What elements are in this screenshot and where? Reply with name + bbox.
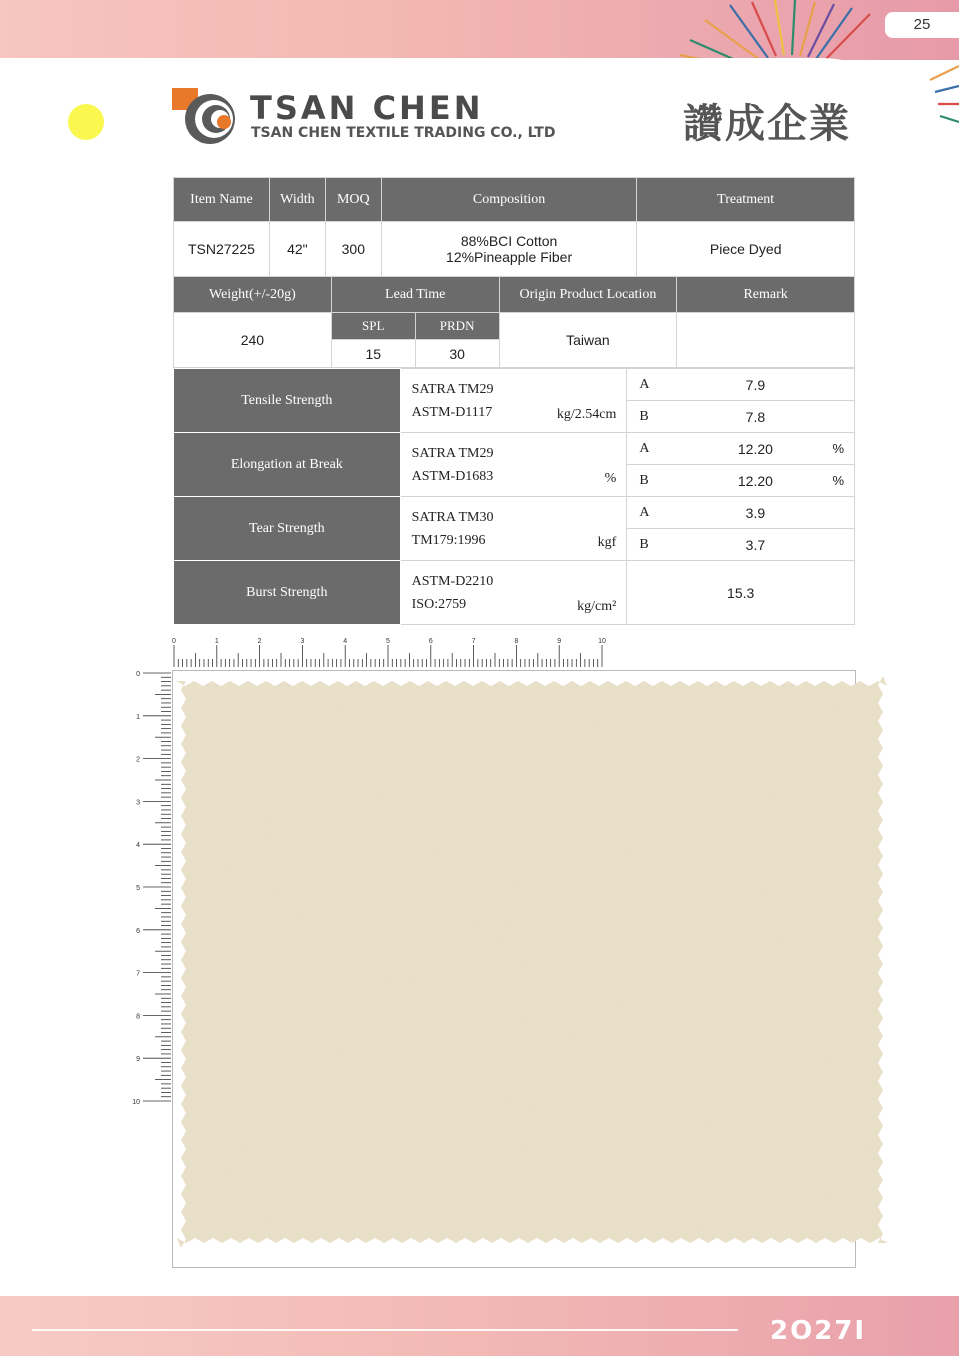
header-treatment: Treatment: [637, 178, 855, 222]
prdn-value: 30: [415, 340, 499, 368]
test-method-burst: [400, 561, 627, 625]
header-item-name: Item Name: [174, 178, 270, 222]
composition-value: [381, 222, 637, 277]
method-line-1: SATRA TM29: [411, 381, 494, 397]
method-line-1: SATRA TM30: [411, 509, 494, 525]
test-unit: %: [604, 471, 617, 486]
method-line-2: ASTM-D1683: [411, 468, 494, 484]
direction-b: B: [627, 529, 657, 561]
header-remark: Remark: [677, 277, 855, 313]
ruler-label: 7: [136, 970, 140, 978]
top-decorative-band: [0, 0, 959, 60]
method-line-2: ASTM-D1117: [411, 404, 493, 420]
ruler-label: 6: [428, 638, 433, 645]
company-subtitle: TSAN CHEN TEXTILE TRADING CO., LTD: [251, 125, 556, 141]
direction-b: B: [627, 465, 657, 497]
footer-brand-mark: 2O27I: [770, 1316, 867, 1346]
moq-value: 300: [325, 222, 381, 277]
elongation-b-value: 12.20: [737, 472, 773, 489]
ruler-label: 9: [136, 1056, 140, 1064]
ruler-label: 3: [136, 799, 140, 807]
ruler-label: 8: [514, 638, 519, 645]
direction-a: A: [627, 433, 657, 465]
test-unit: kgf: [597, 535, 617, 550]
burst-value: 15.3: [627, 561, 855, 625]
item-spec-table: [173, 177, 855, 277]
method-line-1: ASTM-D2210: [411, 573, 494, 589]
ruler-label: 2: [257, 638, 262, 645]
elongation-b-cell: [657, 465, 855, 497]
width-value: 42": [269, 222, 325, 277]
ruler-label: 5: [386, 638, 390, 645]
method-line-1: SATRA TM29: [411, 445, 494, 461]
test-name-elongation: Elongation at Break: [174, 433, 401, 497]
ruler-label: 5: [136, 885, 140, 892]
percent-suffix: %: [832, 473, 844, 488]
remark-value: [677, 313, 855, 368]
test-unit: kg/2.54cm: [556, 407, 617, 422]
method-line-2: ISO:2759: [411, 596, 467, 612]
test-method-tensile: [400, 369, 627, 433]
vertical-ruler: [128, 668, 172, 1108]
tensile-a-value: 7.9: [657, 369, 855, 401]
test-name-tensile: Tensile Strength: [174, 369, 401, 433]
tensile-b-value: 7.8: [657, 401, 855, 433]
ruler-label: 8: [136, 1013, 140, 1021]
direction-b: B: [627, 401, 657, 433]
spl-value: 15: [331, 340, 415, 368]
direction-a: A: [627, 497, 657, 529]
header-spl: SPL: [331, 313, 415, 340]
test-method-elongation: [400, 433, 627, 497]
treatment-value: Piece Dyed: [637, 222, 855, 277]
elongation-a-cell: [657, 433, 855, 465]
elongation-a-value: 12.20: [737, 440, 773, 457]
composition-line-1: 88%BCI Cotton: [460, 233, 558, 249]
ruler-label: 4: [343, 638, 348, 645]
page-number: 25: [885, 12, 959, 38]
ruler-label: 0: [136, 671, 140, 678]
weight-value: 240: [174, 313, 332, 368]
ruler-label: 7: [471, 638, 476, 645]
origin-value: Taiwan: [499, 313, 677, 368]
header-width: Width: [269, 178, 325, 222]
company-logo-icon: [172, 88, 238, 146]
ruler-label: 9: [557, 638, 562, 645]
ruler-label: 2: [136, 756, 140, 764]
test-name-burst: Burst Strength: [174, 561, 401, 625]
tear-a-value: 3.9: [657, 497, 855, 529]
header-moq: MOQ: [325, 178, 381, 222]
ruler-label: 6: [136, 927, 140, 935]
direction-a: A: [627, 369, 657, 401]
header-composition: Composition: [381, 178, 637, 222]
fabric-swatch-image: [176, 676, 888, 1248]
test-method-tear: [400, 497, 627, 561]
header-weight: Weight(+/-20g): [174, 277, 332, 313]
test-name-tear: Tear Strength: [174, 497, 401, 561]
test-unit: kg/cm²: [577, 599, 617, 614]
tear-b-value: 3.7: [657, 529, 855, 561]
test-results-table: [173, 368, 855, 625]
yellow-dot-decoration: [68, 104, 104, 140]
company-name: TSAN CHEN: [250, 89, 484, 127]
header-prdn: PRDN: [415, 313, 499, 340]
percent-suffix: %: [832, 441, 844, 456]
ruler-label: 1: [136, 713, 140, 721]
header-origin: Origin Product Location: [499, 277, 677, 313]
footer-divider: [32, 1329, 738, 1331]
lead-time-table: [173, 276, 855, 368]
ruler-label: 1: [214, 638, 219, 645]
composition-line-2: 12%Pineapple Fiber: [446, 249, 573, 265]
ruler-label: 10: [132, 1099, 140, 1106]
ruler-label: 4: [136, 842, 140, 850]
ruler-label: 0: [172, 638, 176, 645]
ruler-label: 10: [598, 638, 606, 645]
horizontal-ruler: [166, 634, 612, 668]
item-name-value: TSN27225: [174, 222, 270, 277]
method-line-2: TM179:1996: [411, 532, 486, 548]
header-lead-time: Lead Time: [331, 277, 499, 313]
company-name-chinese: 讚成企業: [683, 100, 851, 147]
ruler-label: 3: [300, 638, 305, 645]
